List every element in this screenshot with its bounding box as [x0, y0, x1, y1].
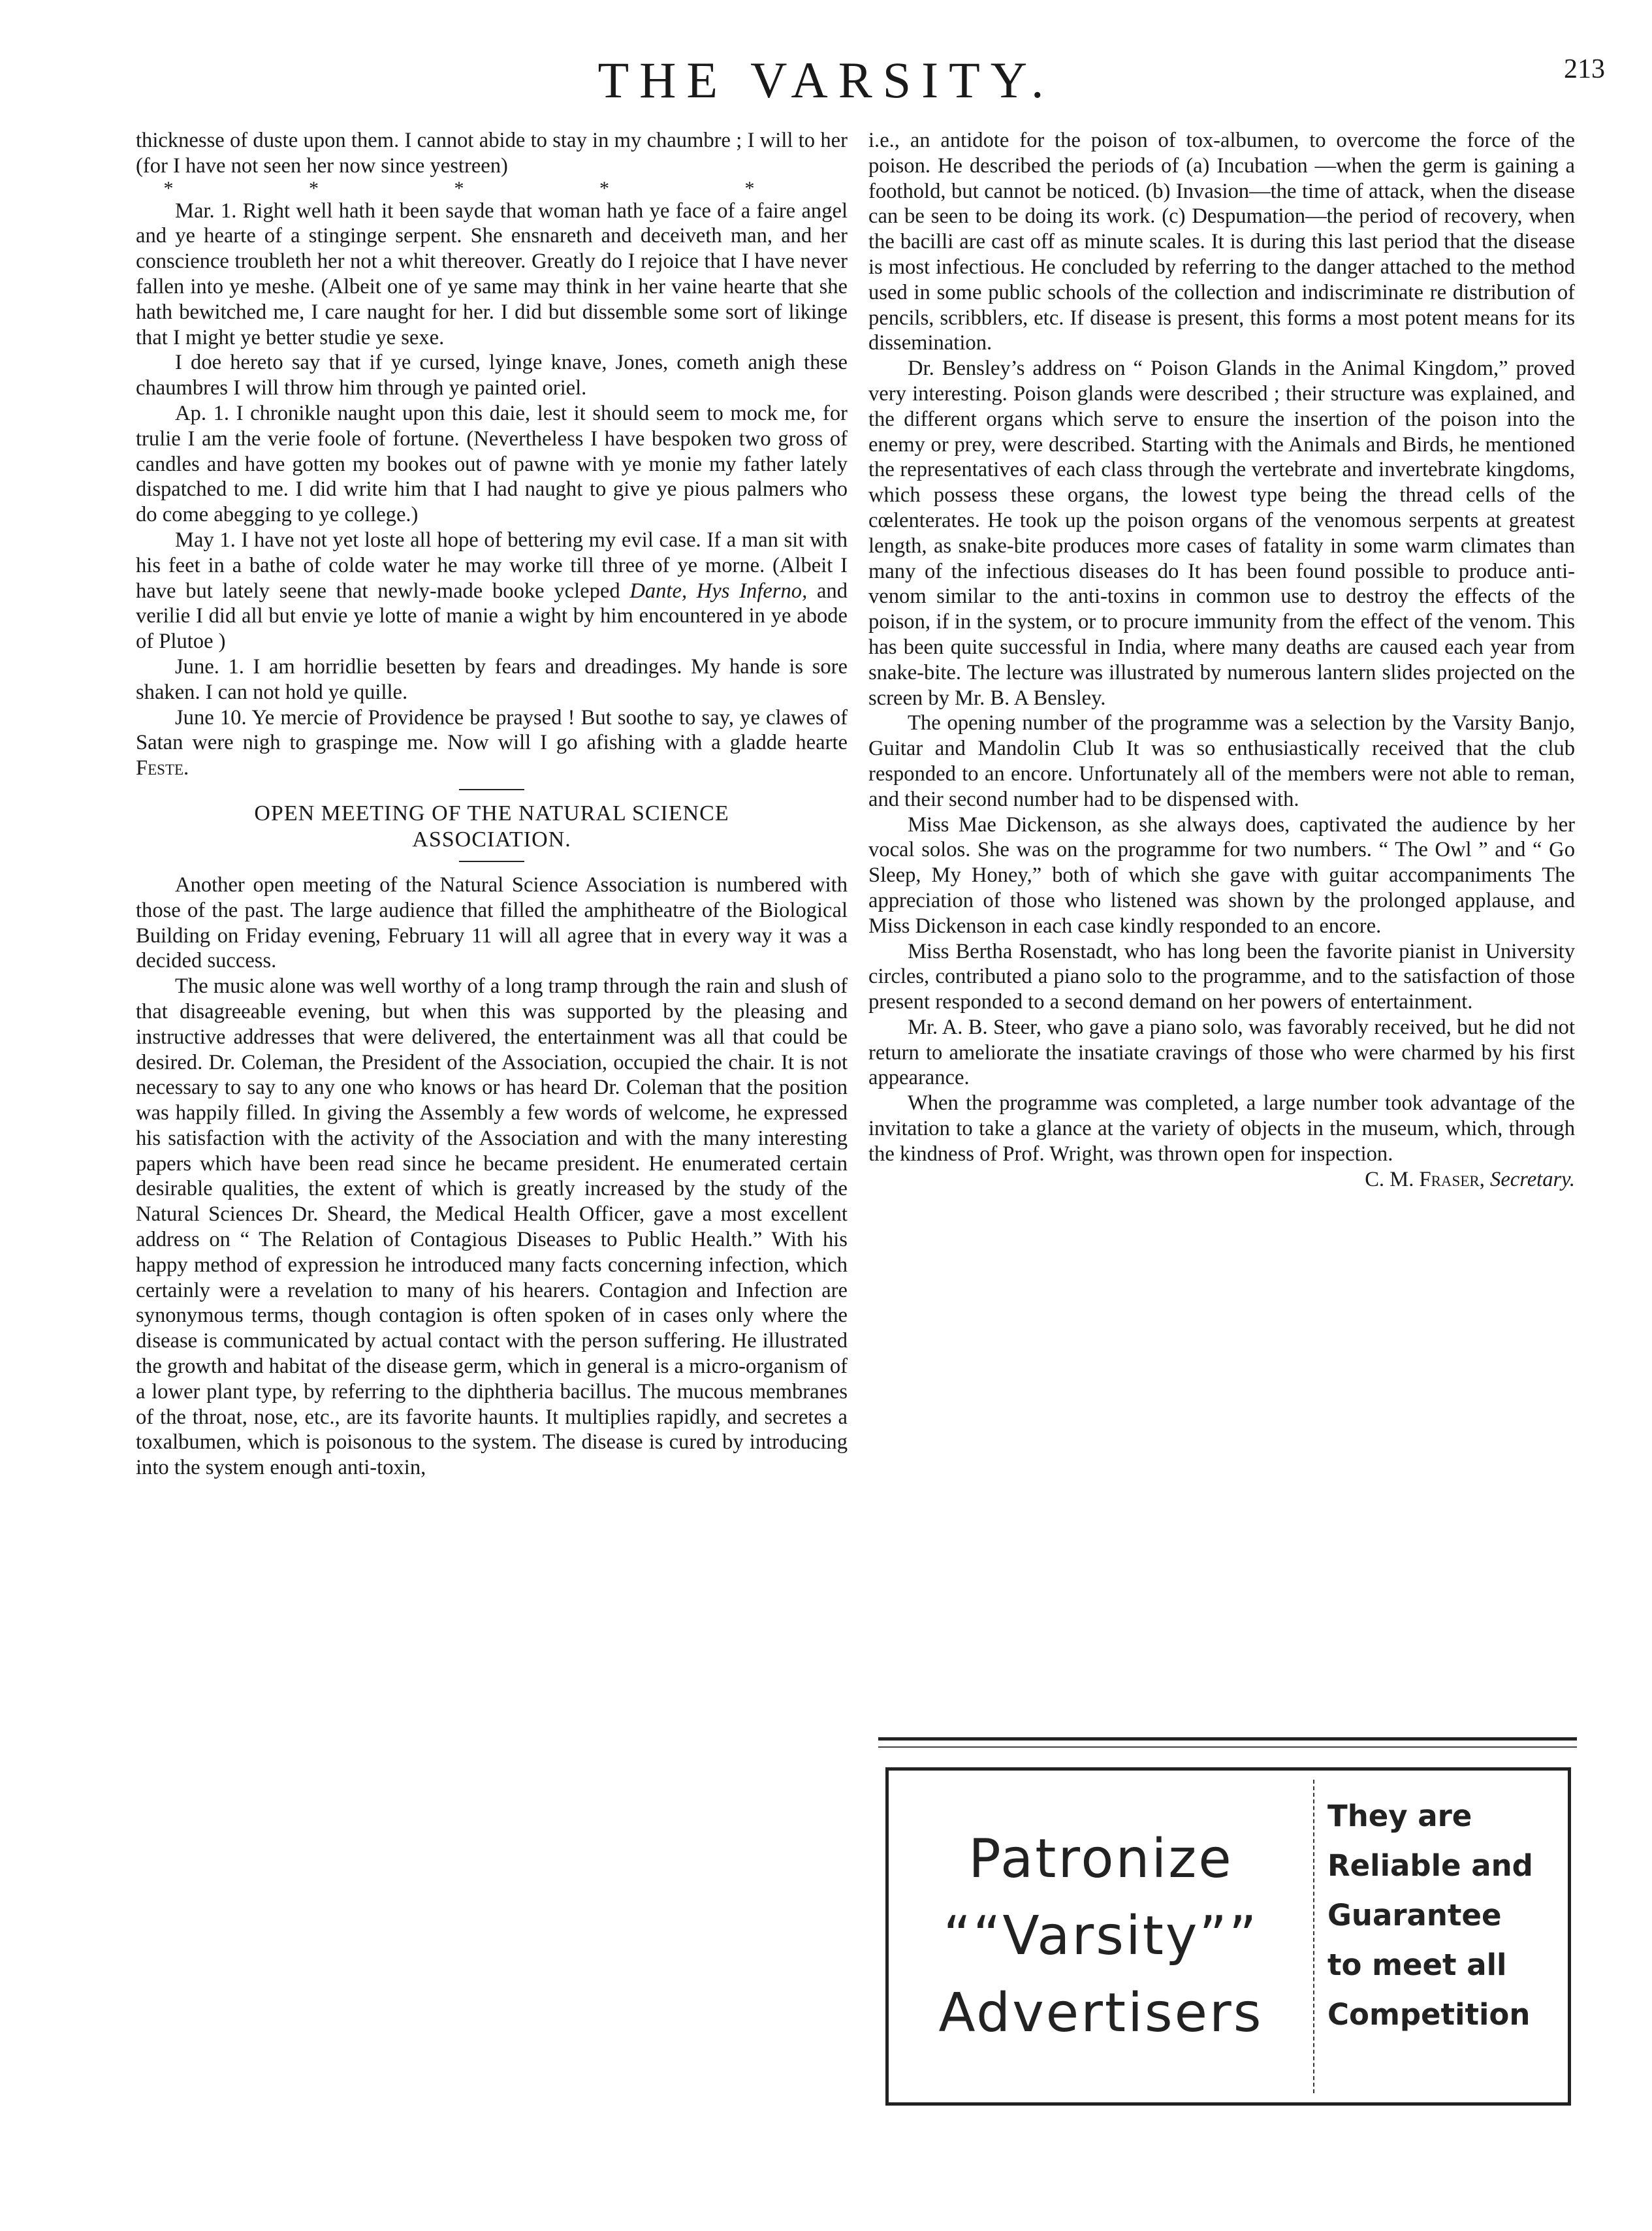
ad-right-line: Competition: [1327, 1997, 1531, 2032]
article-paragraph-when: When the programme was completed, a large number took advantage of the invitation to take a glance at the variety of objects in the museum, which, through the kindness of Prof. Wright, was thrown open for inspection.: [868, 1091, 1575, 1166]
article-heading-line2: ASSOCIATION.: [412, 827, 571, 852]
diary-entry-jones: I doe hereto say that if ye cursed, lyinge knave, Jones, cometh anigh these chaumbres I will throw him through ye painted oriel.: [136, 351, 848, 400]
book-title-italic: Dante, Hys Inferno,: [629, 579, 808, 603]
ad-line-varsity: ““Varsity””: [943, 1905, 1259, 1967]
diary-entry-june10: [136, 705, 848, 781]
diary-entry-may-text-b: and verilie I did all but envie ye lotte of manie a wight by him encountered in ye abode of Plutoe ): [136, 579, 848, 654]
article-paragraph-bensley: Dr. Bensley’s address on “ Poison Glands in the Animal Kingdom,” proved very interesting. Poison glands were described ; their structure was explained, and the different organs which serve to ensure the insertion of the poison into the enemy or prey, were described. Starting with the Animals and Birds, he mentioned the representatives of each class through the vertebrate and invertebrate kingdoms, which possess these organs, the lowest type being the thread cells of the cœlenterates. He took up the poison organs of the venomous serpents at greatest length, as snake-bite produces more cases of fatality in some warm climates than many of the infectious diseases do It has been found possible to produce anti-venom similar to the anti-toxins in common use to destroy the effects of the poison, if in the system, or to procure immunity from the effect of the venom. This has been quite successful in India, where many deaths are caused each year from snake-bite. The lecture was illustrated by numerous lantern slides projected on the screen by Mr. B. A Bensley.: [868, 357, 1575, 710]
article-signature: [868, 1167, 1575, 1193]
article-paragraph-music: The music alone was well worthy of a long tramp through the rain and slush of that disagreeable evening, but when this was supported by the pleasing and instructive addresses that were delivered, the entertainment was all that could be desired. Dr. Coleman, the President of the Association, occupied the chair. It is not necessary to say to any one who knows or has heard Dr. Coleman that the position was happily filled. In giving the Assembly a few words of welcome, he expressed his satisfaction with the activity of the Association and with the many interesting papers which have been read since he became president. He enumerated certain desirable qualities, the extent of which is greatly increased by the study of the Natural Sciences Dr. Sheard, the Medical Health Officer, gave a most excellent address on “ The Relation of Contagious Diseases to Public Health.” With his happy method of expression he introduced many facts concerning infection, which certainly were a revelation to many of his hearers. Contagion and Infection are synonymous terms, though contagion is often spoken of in cases only where the disease is communicated by actual contact with the person suffering. He illustrated the growth and habitat of the disease germ, which in general is a micro-organism of a lower plant type, by referring to the diphtheria bacillus. The mucous membranes of the throat, nose, etc., are its favorite haunts. It multiplies rapidly, and secretes a toxalbumen, which is poisonous to the system. The disease is cured by introducing into the system enough anti-toxin,: [136, 974, 848, 1480]
left-column: [136, 128, 848, 1481]
ad-line-advertisers: Advertisers: [938, 1982, 1263, 2044]
article-paragraph-steer: Mr. A. B. Steer, who gave a piano solo, was favorably received, but he did not return to ameliorate the insatiate cravings of those who were charmed by his first appearance.: [868, 1015, 1575, 1090]
ad-divider: [1313, 1780, 1314, 2093]
diary-entry-ap: Ap. 1. I chronikle naught upon this daie, lest it should seem to mock me, for trulie I am the verie foole of fortune. (Nevertheless I have bespoken two gross of candles and have gotten my bookes out of pawne with ye monie my father lately dispatched to me. I did write him that I had naught to give ye pious palmers who do come abegging to ye college.): [136, 401, 848, 527]
diary-entry-june1: June. 1. I am horridlie besetten by fears and dreadinges. My hande is sore shaken. I can not hold ye quille.: [136, 654, 848, 704]
right-column: [868, 128, 1575, 1192]
signature-name: C. M. Fraser,: [1365, 1167, 1485, 1191]
diary-entry-may: [136, 528, 848, 654]
signature-title: Secretary.: [1490, 1167, 1575, 1191]
advertisement-box: [885, 1767, 1571, 2106]
section-stars: * * * * *: [163, 177, 820, 199]
article-paragraph-another: Another open meeting of the Natural Science Association is numbered with those of the past. The large audience that filled the amphitheatre of the Biological Building on Friday evening, February 11 will all agree that in every way it was a decided success.: [136, 873, 848, 973]
article-heading-line1: OPEN MEETING OF THE NATURAL SCIENCE: [254, 801, 729, 826]
article-paragraph-bertha: Miss Bertha Rosenstadt, who has long been the favorite pianist in University circles, contributed a piano solo to the programme, and to the satisfaction of those present responded to a second demand on her powers of entertainment.: [868, 939, 1575, 1014]
diary-signature: Feste.: [136, 756, 189, 780]
article-paragraph-opening: The opening number of the programme was a selection by the Varsity Banjo, Guitar and Mandolin Club It was so enthusiastically received that the club responded to an encore. Unfortunately all of the members were not able to reman, and their second number had to be dispensed with.: [868, 711, 1575, 811]
ad-left-panel: [889, 1771, 1313, 2102]
diary-entry-may-text-a: May 1. I have not yet loste all hope of bettering my evil case. If a man sit with his feet in a bathe of colde water he may worke till three of ye morne. (Albeit I have but lately seene that newly-made booke ycleped: [136, 528, 848, 603]
ad-right-line: They are: [1327, 1799, 1472, 1833]
section-divider: [459, 789, 524, 790]
ad-right-line: Guarantee: [1327, 1898, 1502, 1933]
diary-intro-paragraph: thicknesse of duste upon them. I cannot abide to stay in my chaumbre ; I will to her (for I have not seen her now since yestreen): [136, 129, 848, 178]
ad-right-panel: [1327, 1791, 1563, 2040]
masthead-title: THE VARSITY.: [597, 52, 1055, 108]
article-heading: [136, 801, 848, 853]
ad-right-line: to meet all: [1327, 1948, 1507, 1982]
article-paragraph-ie: i.e., an antidote for the poison of tox-albumen, to overcome the force of the poison. He described the periods of (a) Incubation —when the germ is gaining a foothold, but cannot be noticed. (b) Invasion—the time of attack, when the disease can be seen to be doing its work. (c) Despumation—the period of recovery, when the bacilli are cast off as minute scales. It is during this last period that the disease is most infectious. He concluded by referring to the danger attached to the method used in some public schools of the collection and indiscriminate re distribution of pencils, scribblers, etc. If disease is present, this forms a most potent means for its dissemination.: [868, 129, 1575, 355]
heading-divider: [459, 861, 524, 862]
ad-right-line: Reliable and: [1327, 1848, 1533, 1883]
diary-entry-mar: Mar. 1. Right well hath it been sayde that woman hath ye face of a faire angel and ye hearte of a stinginge serpent. She ensnareth and deceiveth man, and her conscience troubleth her not a whit thereover. Greatly do I rejoice that I have never fallen into ye meshe. (Albeit one of ye same may think in her vaine hearte that she hath bewitched me, I care naught for her. I did but dissemble some sort of likinge that I might ye better studie ye sexe.: [136, 199, 848, 349]
diary-entry-june10-text: June 10. Ye mercie of Providence be praysed ! But soothe to say, ye clawes of Satan were nigh to graspinge me. Now will I go afishing with a gladde hearte: [136, 705, 848, 755]
article-paragraph-mae: Miss Mae Dickenson, as she always does, captivated the audience by her vocal solos. She was on the programme for two numbers. “ The Owl ” and “ Go Sleep, My Honey,” both of which she gave with guitar accompaniments The appreciation of those who listened was shown by the prolonged applause, and Miss Dickenson in each case kindly responded to an encore.: [868, 812, 1575, 938]
ad-line-patronize: Patronize: [968, 1828, 1233, 1890]
page-number: 213: [1564, 54, 1605, 84]
ad-top-rule-thin: [878, 1746, 1577, 1748]
ad-top-rule: [878, 1737, 1577, 1741]
